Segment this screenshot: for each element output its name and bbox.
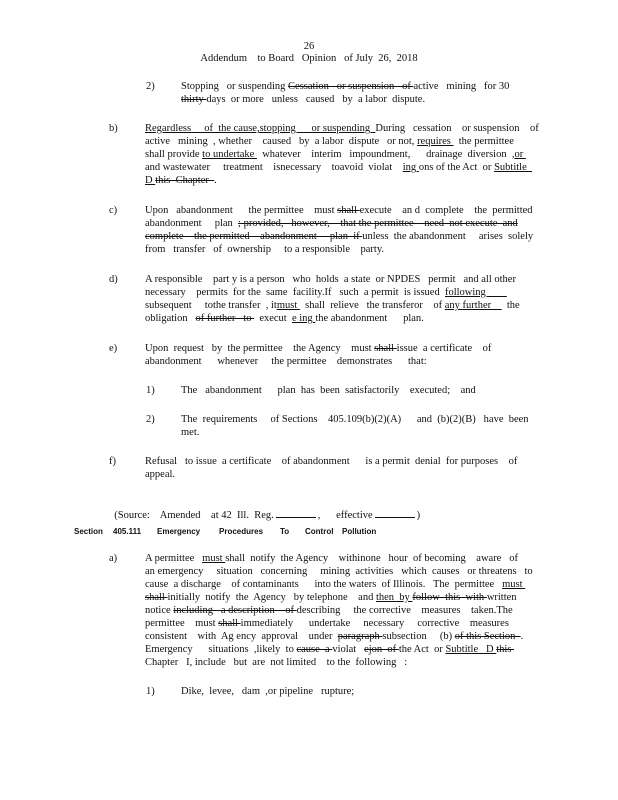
paragraph-line: necessary permits for the same facility.If such a permit is issued following xyxy=(145,287,507,298)
section-title-word: Control xyxy=(305,527,334,536)
paragraph-line: consistent with Ag ency approval under paragraph subsection (b) of this Section . xyxy=(145,631,524,642)
list-number: 2) xyxy=(146,81,155,92)
subsection-label: d) xyxy=(109,274,118,285)
section-label: Section xyxy=(74,527,103,536)
paragraph-line: thirty days or more unless caused by a labor dispute. xyxy=(181,94,426,105)
paragraph-line: obligation of further to execut e ing the abandonment plan. xyxy=(145,313,424,324)
paragraph-line: active mining , whether caused by a labor dispute or not, requires the permittee xyxy=(145,136,514,147)
paragraph-line: D this Chapter . xyxy=(145,175,217,186)
paragraph-line: Stopping or suspending Cessation or suspension of active mining for 30 xyxy=(181,81,510,92)
paragraph-line: Upon abandonment the permittee must shall execute an d complete the permitted xyxy=(145,205,533,216)
page-number: 26 xyxy=(303,41,315,52)
section-title-word: To xyxy=(280,527,290,536)
paragraph-line: A permittee must shall notify the Agency withinone hour of becoming aware of xyxy=(145,553,518,564)
section-title-word: Pollution xyxy=(342,527,377,536)
paragraph-line: notice including a description of describing the corrective measures taken.The xyxy=(145,605,513,616)
paragraph-line: complete the permitted abandonment plan if unless the abandonment arises solely xyxy=(145,231,534,242)
list-number: 1) xyxy=(146,686,155,697)
paragraph-line: shall initially notify the Agency by telephone and then by follow this with written xyxy=(145,592,517,603)
paragraph-line: Chapter I, include but are not limited to the following : xyxy=(145,657,408,668)
paragraph-line: an emergency situation concerning mining activities which causes or threatens to xyxy=(145,566,533,577)
paragraph-line: abandonment whenever the permittee demonstrates that: xyxy=(145,356,427,367)
section-number: 405.111 xyxy=(113,527,142,536)
subsection-label: f) xyxy=(109,456,116,467)
paragraph-line: Upon request by the permittee the Agency must shall issue a certificate of xyxy=(145,343,492,354)
paragraph-line: Regardless of the cause,stopping or suspending During cessation or suspension of xyxy=(145,123,539,134)
document-subtitle: Addendum to Board Opinion of July 26, 2018 xyxy=(200,53,418,64)
paragraph-line: A responsible part y is a person who holds a state or NPDES permit and all other xyxy=(145,274,516,285)
source-note: (Source: Amended at 42 Ill. Reg. , effective ) xyxy=(114,510,421,521)
paragraph-line: Emergency situations ,likely to cause a violat ejon of the Act or Subtitle D this xyxy=(145,644,515,655)
paragraph-line: appeal. xyxy=(145,469,176,480)
paragraph-line: and wastewater treatment isnecessary toavoid violat ing ons of the Act or Subtitle xyxy=(145,162,532,173)
subsection-label: a) xyxy=(109,553,118,564)
subsection-label: b) xyxy=(109,123,118,134)
paragraph-line: The abandonment plan has been satisfactorily executed; and xyxy=(181,385,476,396)
paragraph-line: Refusal to issue a certificate of abandonment is a permit denial for purposes of xyxy=(145,456,518,467)
paragraph-line: shall provide to undertake whatever interim impoundment, drainage diversion ,or xyxy=(145,149,526,160)
paragraph-line: subsequent tothe transfer , itmust shall relieve the transferor of any further the xyxy=(145,300,520,311)
section-title-word: Emergency xyxy=(157,527,201,536)
paragraph-line: Dike, levee, dam ,or pipeline rupture; xyxy=(181,686,355,697)
list-number: 1) xyxy=(146,385,155,396)
paragraph-line: met. xyxy=(181,427,200,438)
subsection-label: e) xyxy=(109,343,118,354)
paragraph-line: cause a discharge of contaminants into the waters of Illinois. The permittee must xyxy=(145,579,526,590)
section-title-word: Procedures xyxy=(219,527,264,536)
subsection-label: c) xyxy=(109,205,118,216)
paragraph-line: from transfer of ownership to a responsible party. xyxy=(145,244,385,255)
paragraph-line: The requirements of Sections 405.109(b)(2)(A) and (b)(2)(B) have been xyxy=(181,414,529,425)
paragraph-line: abandonment plan ; provided, however, that the permittee need not execute and xyxy=(145,218,518,229)
list-number: 2) xyxy=(146,414,155,425)
paragraph-line: permittee must shall immediately undertake necessary corrective measures xyxy=(145,618,509,629)
